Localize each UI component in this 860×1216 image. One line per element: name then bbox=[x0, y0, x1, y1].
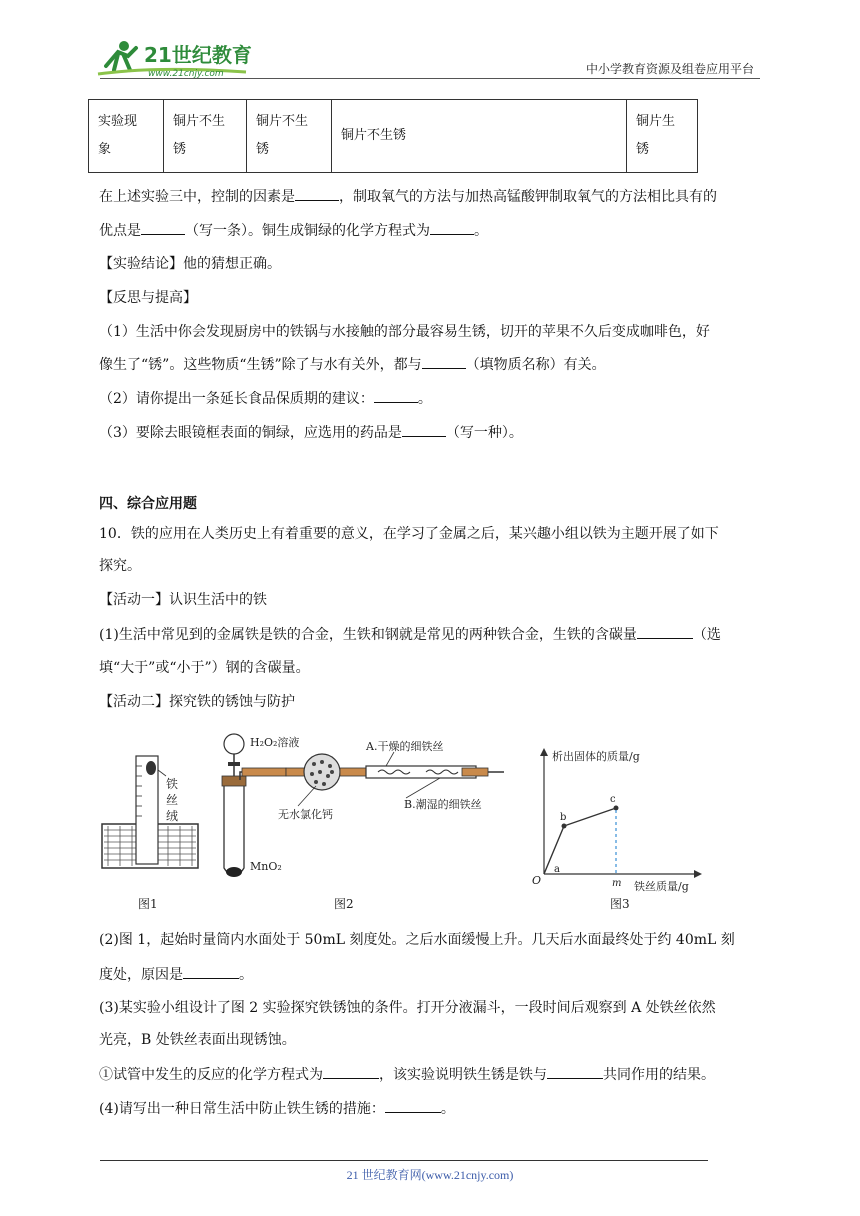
question-line: 度处，原因是 。 bbox=[99, 964, 764, 985]
fig1-label: 丝 bbox=[166, 793, 179, 807]
fig2-b-label: B.潮湿的细铁丝 bbox=[404, 798, 482, 811]
fig3-point-c: c bbox=[610, 794, 616, 805]
fig3-m-label: m bbox=[612, 878, 622, 889]
answer-blank[interactable] bbox=[374, 388, 418, 403]
question-line: 光亮，B 处铁丝表面出现锈蚀。 bbox=[99, 1032, 296, 1048]
question-line: (1)生活中常见到的金属铁是铁的合金，生铁和钢就是常见的两种铁合金，生铁的含碳量 （选 bbox=[99, 624, 764, 645]
fig3-point-a: a bbox=[554, 864, 560, 875]
site-logo bbox=[96, 36, 256, 80]
activity-heading: 【活动二】探究铁的锈蚀与防护 bbox=[99, 694, 295, 710]
answer-blank[interactable] bbox=[385, 1098, 441, 1113]
question-line: 10．铁的应用在人类历史上有着重要的意义，在学习了金属之后，某兴趣小组以铁为主题开展了如下 bbox=[99, 526, 719, 542]
footer-divider bbox=[100, 1160, 708, 1161]
figure-2 bbox=[216, 728, 506, 912]
answer-blank[interactable] bbox=[637, 624, 693, 639]
question-line: 探究。 bbox=[99, 558, 141, 574]
figure-caption: 图3 bbox=[610, 897, 630, 911]
fig3-point-b: b bbox=[560, 812, 567, 823]
paragraph-line: 在上述实验三中，控制的因素是 ，制取氧气的方法与加热高锰酸钾制取氧气的方法相比具有的 bbox=[99, 186, 764, 207]
fig2-mno2-label: MnO₂ bbox=[250, 860, 282, 873]
answer-blank[interactable] bbox=[295, 186, 339, 201]
figure-caption: 图1 bbox=[138, 897, 158, 911]
reflection-heading: 【反思与提高】 bbox=[99, 290, 197, 306]
paragraph-line: （1）生活中你会发现厨房中的铁锅与水接触的部分最容易生锈，切开的苹果不久后变成咖啡色，好 bbox=[99, 324, 710, 340]
fig3-xlabel: 铁丝质量/g bbox=[634, 880, 689, 893]
fig2-cacl2-label: 无水氯化钙 bbox=[278, 808, 333, 821]
table-cell: 铜片不生 锈 bbox=[247, 100, 332, 173]
fig3-origin: O bbox=[532, 874, 542, 887]
footer-link[interactable]: 21 世纪教育网(www.21cnjy.com) bbox=[346, 1168, 514, 1182]
answer-blank[interactable] bbox=[141, 220, 185, 235]
question-line: 填“大于”或“小于”）钢的含碳量。 bbox=[99, 660, 310, 676]
question-line: (2)图 1，起始时量筒内水面处于 50mL 刻度处。之后水面缓慢上升。几天后水面最终处于约 40mL 刻 bbox=[99, 932, 735, 948]
activity-heading: 【活动一】认识生活中的铁 bbox=[99, 592, 267, 608]
paragraph-line: 优点是 （写一条）。铜生成铜绿的化学方程式为 。 bbox=[99, 220, 764, 241]
table-cell: 铜片不生锈 bbox=[332, 100, 627, 173]
figure-1 bbox=[96, 752, 206, 912]
fig2-a-label: A.干燥的细铁丝 bbox=[366, 740, 444, 753]
question-line: ①试管中发生的反应的化学方程式为 ，该实验说明铁生锈是铁与 共同作用的结果。 bbox=[99, 1064, 764, 1085]
header-divider bbox=[100, 78, 760, 79]
section-heading: 四、综合应用题 bbox=[99, 496, 197, 512]
answer-blank[interactable] bbox=[402, 422, 446, 437]
fig3-ylabel: 析出固体的质量/g bbox=[552, 750, 640, 763]
table-row bbox=[89, 100, 698, 173]
figure-3 bbox=[526, 744, 706, 914]
figure-caption: 图2 bbox=[334, 897, 354, 911]
table-cell: 铜片不生 锈 bbox=[164, 100, 247, 173]
paragraph-line: （2）请你提出一条延长食品保质期的建议： 。 bbox=[99, 388, 764, 409]
logo-url: www.21cnjy.com bbox=[148, 69, 224, 79]
fig2-h2o2-label: H₂O₂溶液 bbox=[250, 736, 300, 749]
fig1-label: 绒 bbox=[166, 809, 179, 823]
conclusion-line: 【实验结论】他的猜想正确。 bbox=[99, 256, 281, 272]
answer-blank[interactable] bbox=[422, 354, 466, 369]
observation-table bbox=[88, 99, 698, 173]
answer-blank[interactable] bbox=[430, 220, 474, 235]
question-line: (4)请写出一种日常生活中防止铁生锈的措施： 。 bbox=[99, 1098, 764, 1119]
paragraph-line: 像生了“锈”。这些物质“生锈”除了与水有关外，都与 （填物质名称）有关。 bbox=[99, 354, 764, 375]
fig1-label: 铁 bbox=[166, 777, 179, 791]
question-line: (3)某实验小组设计了图 2 实验探究铁锈蚀的条件。打开分液漏斗，一段时间后观察到 A 处铁丝依然 bbox=[99, 1000, 716, 1016]
answer-blank[interactable] bbox=[547, 1064, 603, 1079]
table-cell-label: 实验现 象 bbox=[89, 100, 164, 173]
answer-blank[interactable] bbox=[323, 1064, 379, 1079]
answer-blank[interactable] bbox=[183, 964, 239, 979]
table-cell: 铜片生 锈 bbox=[627, 100, 698, 173]
paragraph-line: （3）要除去眼镜框表面的铜绿，应选用的药品是 （写一种）。 bbox=[99, 422, 764, 443]
logo-text: 21世纪教育 bbox=[144, 43, 252, 67]
platform-title: 中小学教育资源及组卷应用平台 bbox=[585, 62, 754, 76]
